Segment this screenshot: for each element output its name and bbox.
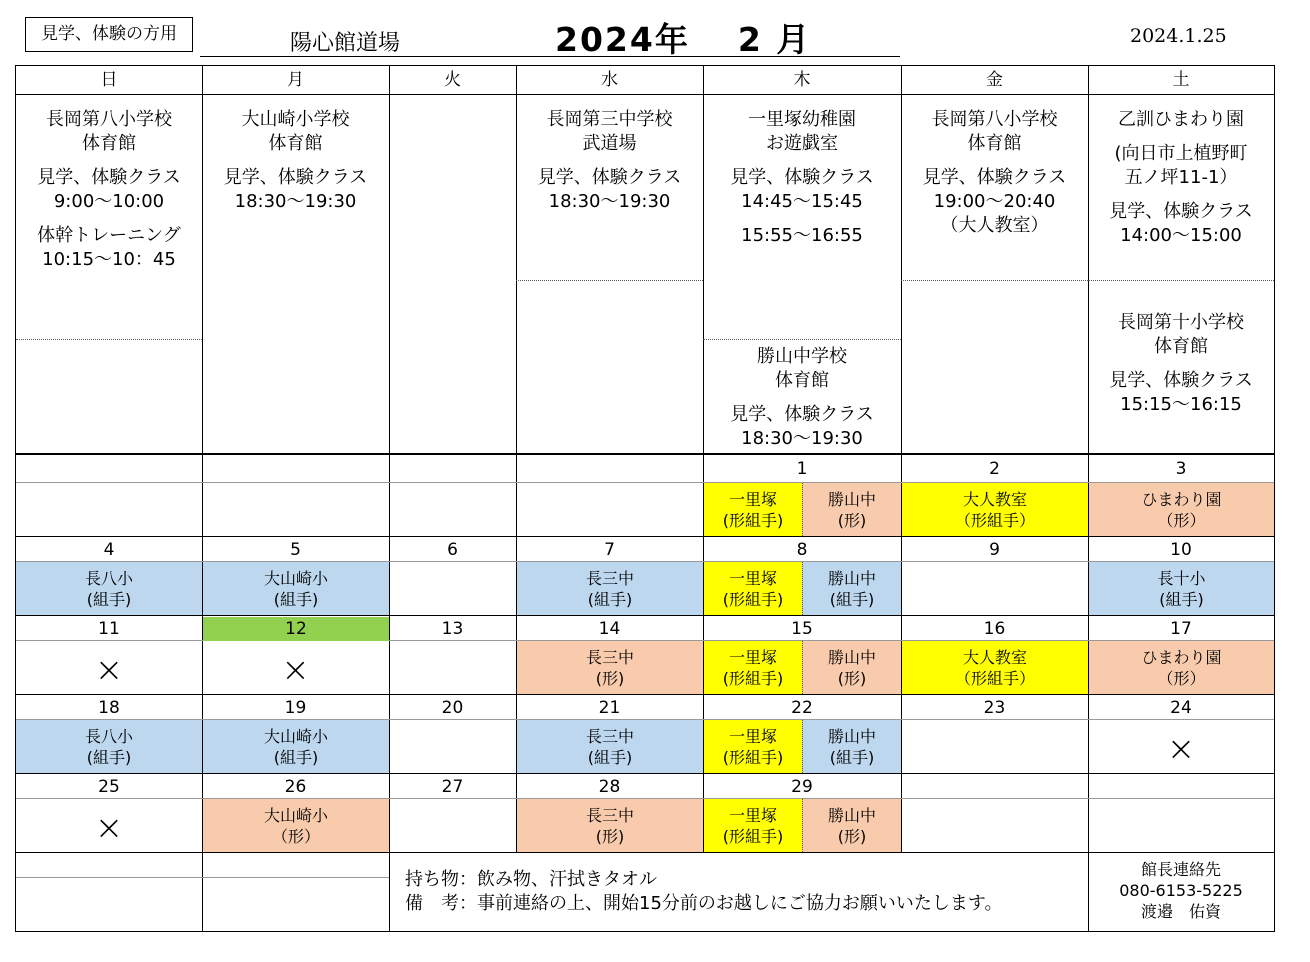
activity-cell bbox=[902, 483, 1088, 536]
dotted-divider bbox=[516, 280, 703, 281]
row-divider bbox=[16, 694, 1274, 695]
class-label: 見学、体験クラス bbox=[730, 167, 874, 188]
contact-phone: 080-6153-5225 bbox=[1119, 881, 1243, 900]
page-title bbox=[555, 14, 811, 61]
dotted-divider bbox=[1088, 280, 1274, 281]
day-number: 15 bbox=[791, 619, 813, 639]
activity-type: (組手) bbox=[1159, 589, 1204, 609]
day-number: 26 bbox=[284, 777, 307, 797]
class-time: 19:00～20:40 bbox=[933, 191, 1056, 212]
activity-venue: 勝山中 bbox=[827, 647, 876, 667]
class-time: 15:15～16:15 bbox=[1120, 394, 1242, 415]
activity-venue: 一里塚 bbox=[728, 647, 777, 667]
activity-type: (形組手) bbox=[722, 747, 784, 767]
activity-venue: 大山崎小 bbox=[263, 805, 328, 825]
class-time: 14:00～15:00 bbox=[1120, 225, 1242, 246]
activity-type: (組手) bbox=[86, 747, 132, 767]
notes-block bbox=[405, 868, 1002, 916]
activity-type: (形組手) bbox=[722, 589, 784, 609]
venue-room: 体育館 bbox=[1154, 336, 1208, 357]
venue-saturday-1 bbox=[1088, 108, 1274, 248]
title-underline bbox=[200, 56, 900, 57]
issue-date: 2024.1.25 bbox=[1130, 25, 1227, 47]
row-divider bbox=[16, 773, 1274, 774]
notes-remarks: 備 考：事前連絡の上、開始15分前のお越しにご協力お願いいたします。 bbox=[405, 893, 1003, 914]
activity-cell bbox=[704, 720, 802, 773]
activity-type: （形） bbox=[1157, 510, 1206, 530]
activity-venue: 長三中 bbox=[585, 726, 634, 746]
activity-venue: 長三中 bbox=[585, 647, 634, 667]
venue-thursday-1 bbox=[703, 108, 901, 248]
venue-address: 五ノ坪11-1） bbox=[1124, 167, 1238, 188]
activity-venue: 一里塚 bbox=[728, 489, 777, 509]
weekday-fri: 金 bbox=[986, 70, 1003, 90]
activity-cell bbox=[704, 799, 802, 852]
class-time: 18:30～19:30 bbox=[548, 191, 671, 212]
venue-friday bbox=[901, 108, 1088, 238]
activity-type: (形組手) bbox=[722, 826, 784, 846]
weekday-mon: 月 bbox=[287, 70, 304, 90]
activity-type: (形) bbox=[837, 668, 867, 688]
activity-cell bbox=[203, 720, 389, 773]
day-number: 11 bbox=[98, 619, 120, 639]
class-time: 18:30～19:30 bbox=[234, 191, 357, 212]
row-divider bbox=[16, 536, 1274, 537]
venue-thursday-2 bbox=[703, 345, 901, 451]
activity-venue: 大山崎小 bbox=[263, 568, 328, 588]
calendar-table bbox=[15, 65, 1275, 932]
day-number: 14 bbox=[598, 619, 621, 639]
activity-venue: 一里塚 bbox=[728, 568, 777, 588]
day-number: 2 bbox=[989, 459, 1000, 479]
activity-venue: 勝山中 bbox=[827, 489, 876, 509]
activity-venue: 長八小 bbox=[84, 726, 133, 746]
activity-venue: ひまわり園 bbox=[1141, 647, 1222, 667]
venue-name: 長岡第八小学校 bbox=[46, 109, 172, 130]
venue-room: 体育館 bbox=[82, 133, 136, 154]
day-number: 20 bbox=[441, 698, 464, 718]
date-divider bbox=[202, 877, 389, 878]
closed-mark: × bbox=[281, 650, 310, 690]
activity-cell bbox=[902, 641, 1088, 694]
weekday-wed: 水 bbox=[601, 70, 618, 90]
day-number: 8 bbox=[796, 540, 808, 560]
title-year: 2024年 bbox=[555, 20, 690, 59]
venue-monday bbox=[202, 108, 389, 214]
activity-venue: 長十小 bbox=[1157, 568, 1206, 588]
venue-room: 体育館 bbox=[775, 370, 829, 391]
activity-type: (形) bbox=[595, 826, 625, 846]
activity-venue: 一里塚 bbox=[728, 726, 777, 746]
row-divider bbox=[16, 852, 1274, 853]
class-label: 見学、体験クラス bbox=[37, 167, 181, 188]
activity-type: (組手) bbox=[829, 747, 875, 767]
venue-name: 長岡第三中学校 bbox=[546, 109, 673, 130]
class-label: 見学、体験クラス bbox=[922, 167, 1067, 188]
venue-name: 長岡第八小学校 bbox=[931, 109, 1058, 130]
day-number: 1 bbox=[796, 459, 808, 479]
day-number: 19 bbox=[284, 698, 307, 718]
activity-cell bbox=[802, 483, 901, 536]
weekday-sat: 土 bbox=[1172, 70, 1190, 90]
activity-cell bbox=[16, 720, 202, 773]
day-number: 16 bbox=[983, 619, 1006, 639]
activity-venue: 長八小 bbox=[84, 568, 133, 588]
activity-venue: 勝山中 bbox=[827, 805, 876, 825]
activity-cell bbox=[802, 562, 901, 615]
activity-venue: ひまわり園 bbox=[1141, 489, 1222, 509]
day-number: 6 bbox=[447, 540, 458, 560]
class-time: 18:30～19:30 bbox=[741, 428, 863, 449]
audience-label: 見学、体験の方用 bbox=[25, 17, 193, 52]
class-label: 見学、体験クラス bbox=[537, 167, 682, 188]
day-number: 3 bbox=[1175, 459, 1187, 479]
activity-type: (組手) bbox=[86, 589, 132, 609]
venue-name: 一里塚幼稚園 bbox=[748, 109, 856, 130]
activity-venue: 一里塚 bbox=[728, 805, 777, 825]
activity-venue: 長三中 bbox=[585, 568, 634, 588]
dotted-divider bbox=[16, 339, 202, 340]
activity-venue: 勝山中 bbox=[827, 726, 876, 746]
venue-room: お遊戯室 bbox=[766, 133, 838, 154]
day-number: 18 bbox=[98, 698, 120, 718]
class-time: 9:00～10:00 bbox=[53, 191, 165, 212]
class-time: 14:45～15:45 bbox=[741, 191, 863, 212]
closed-mark: × bbox=[94, 808, 124, 848]
activity-type: (形) bbox=[595, 668, 625, 688]
class-time: 10:15～10：45 bbox=[42, 249, 176, 270]
column-divider bbox=[389, 66, 390, 932]
weekday-sun: 日 bbox=[100, 70, 118, 90]
activity-cell bbox=[802, 641, 901, 694]
class-time: 15:55～16:55 bbox=[741, 225, 863, 246]
activity-cell bbox=[802, 799, 901, 852]
day-number: 22 bbox=[791, 698, 813, 718]
day-number: 23 bbox=[983, 698, 1006, 718]
title-month: 2 月 bbox=[737, 20, 812, 59]
day-number: 7 bbox=[604, 540, 615, 560]
activity-type: （形組手） bbox=[954, 668, 1035, 688]
venue-room: 体育館 bbox=[967, 133, 1022, 154]
class-label: 見学、体験クラス bbox=[1109, 370, 1253, 391]
activity-type: (組手) bbox=[273, 589, 319, 609]
activity-cell bbox=[704, 562, 802, 615]
closed-mark: × bbox=[94, 650, 124, 690]
activity-cell bbox=[203, 799, 389, 852]
class-label: 見学、体験クラス bbox=[1109, 201, 1253, 222]
venue-room: 武道場 bbox=[582, 133, 637, 154]
venue-room: 体育館 bbox=[268, 133, 323, 154]
activity-type: （形） bbox=[271, 826, 320, 846]
venue-wednesday bbox=[516, 108, 703, 214]
activity-venue: 大山崎小 bbox=[263, 726, 328, 746]
activity-cell bbox=[517, 562, 703, 615]
activity-venue: 大人教室 bbox=[962, 647, 1027, 667]
day-number: 24 bbox=[1170, 698, 1192, 718]
closed-mark: × bbox=[1166, 729, 1196, 769]
day-number: 9 bbox=[989, 540, 1000, 560]
day-number: 13 bbox=[441, 619, 464, 639]
contact-name: 渡邉 佑資 bbox=[1140, 902, 1221, 921]
contact-title: 館長連絡先 bbox=[1140, 860, 1221, 879]
activity-cell bbox=[704, 641, 802, 694]
venue-sunday bbox=[16, 108, 202, 272]
day-number: 17 bbox=[1170, 619, 1192, 639]
day-number: 5 bbox=[290, 540, 301, 560]
class-label: 見学、体験クラス bbox=[223, 167, 368, 188]
row-divider bbox=[16, 94, 1274, 95]
day-number: 25 bbox=[98, 777, 120, 797]
day-number: 10 bbox=[1170, 540, 1192, 560]
dojo-name: 陽心館道場 bbox=[290, 31, 401, 56]
activity-venue: 勝山中 bbox=[827, 568, 876, 588]
activity-type: （形） bbox=[1157, 668, 1206, 688]
activity-cell bbox=[517, 641, 703, 694]
date-divider bbox=[16, 877, 202, 878]
day-number: 28 bbox=[598, 777, 621, 797]
day-number: 27 bbox=[441, 777, 464, 797]
venue-address: (向日市上植野町 bbox=[1114, 143, 1248, 164]
weekday-tue: 火 bbox=[444, 70, 461, 90]
activity-type: (形組手) bbox=[722, 668, 784, 688]
row-divider bbox=[16, 453, 1274, 455]
activity-type: (組手) bbox=[829, 589, 875, 609]
day-number: 4 bbox=[103, 540, 115, 560]
activity-type: (形) bbox=[837, 826, 867, 846]
activity-cell bbox=[1089, 483, 1274, 536]
class-label: 体幹トレーニング bbox=[37, 225, 181, 246]
activity-cell bbox=[203, 562, 389, 615]
contact-block bbox=[1088, 859, 1274, 922]
activity-type: (組手) bbox=[587, 589, 633, 609]
venue-name: 大山崎小学校 bbox=[241, 109, 350, 130]
activity-cell bbox=[16, 562, 202, 615]
activity-cell bbox=[517, 799, 703, 852]
activity-type: (形組手) bbox=[722, 510, 784, 530]
activity-cell bbox=[1089, 641, 1274, 694]
activity-type: (形) bbox=[837, 510, 867, 530]
activity-cell bbox=[802, 720, 901, 773]
day-number: 29 bbox=[791, 777, 813, 797]
activity-type: (組手) bbox=[587, 747, 633, 767]
weekday-thu: 木 bbox=[793, 70, 811, 90]
activity-cell bbox=[1089, 562, 1274, 615]
notes-belongings: 持ち物：飲み物、汗拭きタオル bbox=[405, 869, 657, 890]
venue-name: 乙訓ひまわり園 bbox=[1118, 109, 1244, 130]
activity-type: （形組手） bbox=[954, 510, 1035, 530]
activity-type: (組手) bbox=[273, 747, 319, 767]
venue-name: 長岡第十小学校 bbox=[1118, 312, 1244, 333]
activity-cell bbox=[704, 483, 802, 536]
dotted-divider bbox=[901, 280, 1088, 281]
activity-cell bbox=[517, 720, 703, 773]
venue-saturday-2 bbox=[1088, 311, 1274, 417]
venue-name: 勝山中学校 bbox=[757, 346, 847, 367]
activity-venue: 長三中 bbox=[585, 805, 634, 825]
day-number-holiday: 12 bbox=[203, 617, 389, 641]
dotted-divider bbox=[703, 339, 901, 340]
class-note: （大人教室） bbox=[940, 215, 1049, 236]
day-number: 21 bbox=[598, 698, 621, 718]
row-divider bbox=[16, 615, 1274, 616]
activity-venue: 大人教室 bbox=[962, 489, 1027, 509]
class-label: 見学、体験クラス bbox=[730, 404, 874, 425]
